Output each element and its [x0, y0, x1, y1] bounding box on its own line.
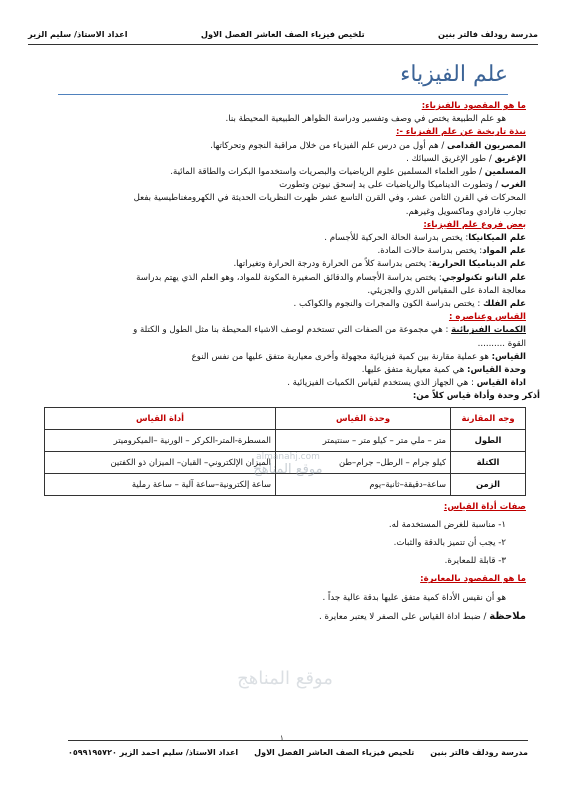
measurement-line: القوة ..........: [477, 338, 526, 349]
footer-subject: تلخيص فيزياء الصف العاشر الفصل الاول: [254, 747, 415, 757]
branch-label: علم النانو تكنولوجي: [441, 272, 526, 283]
table-cell: ساعة إلكترونية–ساعة آلية – ساعة رملية: [45, 473, 276, 495]
watermark-site: almanahj.com: [256, 452, 320, 462]
table-header-cell: وجه المقارنة: [451, 407, 526, 429]
branch-text: : يختص بدراسة حالات المادة.: [377, 246, 483, 257]
section-heading-calibration: ما هو المقصود بالمعايرة:: [420, 574, 526, 585]
page-footer: [68, 745, 528, 759]
history-line: [40, 140, 526, 153]
branch-line: معالجة المادة على المقياس الذري والجزيئي.: [367, 285, 526, 296]
history-label: الغرب: [500, 180, 526, 191]
footer-school: مدرسة رودلف فالتر بنين: [430, 747, 528, 757]
note-label: ملاحظة: [489, 610, 526, 622]
note-line: [40, 610, 526, 624]
history-text: / وتطورت الديناميكا والرياضيات على يد إسحق نيوتن وتطورت: [279, 180, 501, 191]
history-text: / طور العلماء المسلمين علوم الرياضيات والبصريات واستخدموا البكرات والطاقة المائية.: [170, 167, 485, 178]
measurement-label: اداة القياس: [476, 378, 526, 389]
history-text: / هم أول من درس علم الفيزياء من خلال مراقبة النجوم وتحركاتها.: [210, 140, 448, 151]
table-cell: كيلو جرام – الرطل– جرام–طن: [276, 451, 451, 473]
history-line: [40, 179, 526, 192]
header-subject: تلخيص فيزياء الصف العاشر الفصل الاول: [200, 29, 365, 39]
measurement-text: : هي الجهاز الذي يستخدم لقياس الكميات الفيزيائية .: [287, 378, 477, 389]
branch-label: علم الديناميكا الحرارية: [431, 259, 526, 270]
history-line: المحركات في القرن الثامن عشر، وفي القرن التاسع عشر ظهرت النظريات الحديثة في الكهرومغناطيسية بفعل: [133, 193, 526, 204]
table-cell: متر – ملي متر – كيلو متر – سنتيمتر: [276, 429, 451, 451]
page-number: ١: [280, 734, 284, 742]
section-heading-branches: بعض فروع علم الفيزياء:: [423, 219, 526, 230]
section-heading-definition: ما هو المقصود بالفيزياء:: [421, 101, 526, 111]
history-label: المسلمين: [484, 167, 526, 178]
page-title: علم الفيزياء: [400, 62, 508, 87]
measurement-label: القياس:: [491, 351, 526, 362]
calibration-text: هو أن نقيس الأداة كمية متفق عليها بدقة عالية جداً .: [322, 592, 506, 603]
measurement-text: : هي مجموعة من الصفات التي تستخدم لوصف الاشياء المحيطة بنا مثل الطول و الكتلة و: [133, 325, 452, 336]
branch-text: : يختص بدراسة الحالة الحركية للأجسام .: [324, 233, 469, 244]
header-rule: [28, 44, 538, 45]
watermark-text: موقع المناهج: [253, 462, 323, 477]
branch-label: علم الفلك: [483, 299, 526, 310]
table-cell: الميزان الإلكتروني– القبان– الميزان ذو الكفتين: [45, 451, 276, 473]
watermark-faint: [220, 668, 350, 708]
table-cell: المسطرة-المتر-الكركر – الورنية –الميكروميتر: [45, 429, 276, 451]
list-item: ١- مناسبة للغرض المستخدمة له.: [388, 519, 506, 530]
definition-text: هو علم الطبيعة يختص في وصف وتفسير ودراسة الظواهر الطبيعية المحيطة بنا.: [225, 114, 506, 125]
header-author: اعداد الاستاذ/ سليم الزير: [28, 29, 128, 39]
branch-label: علم الميكانيكا: [468, 233, 526, 244]
list-item: ٣- قابلة للمعايرة.: [444, 556, 506, 567]
title-rule: [58, 94, 508, 95]
table-header-cell: وحدة القياس: [276, 407, 451, 429]
branch-line: [40, 272, 526, 285]
measurement-line: [40, 364, 526, 377]
header-school: مدرسة رودلف فالتر بنين: [438, 29, 538, 39]
history-line: [40, 153, 526, 166]
table-row-header: الطول: [451, 429, 526, 451]
branch-line: [40, 258, 526, 271]
footer-rule: [68, 740, 528, 741]
document-body: [40, 100, 540, 624]
table-header-row: [45, 407, 526, 429]
section-heading-measurement: القياس وعناصره :: [448, 312, 526, 323]
history-line: [40, 166, 526, 179]
measurement-line: [40, 377, 526, 390]
history-label: المصريون القدامى: [447, 140, 526, 151]
branch-text: : يختص بدراسة الأجسام والدقائق الصغيرة المكونة للمواد، وهو العلم الذي يهتم بدراسة: [136, 272, 442, 283]
section-heading-instrument-traits: صفات أداة القياس:: [443, 501, 526, 512]
branch-line: [40, 298, 526, 311]
measurement-line: [40, 351, 526, 364]
watermark-logo: [218, 452, 358, 488]
section-heading-history: نبذة تاريخية عن علم الفيزياء -:: [395, 127, 526, 138]
measurement-line: [40, 324, 526, 337]
branch-line: [40, 245, 526, 258]
measurement-text: هو عملية مقارنة بين كمية فيزيائية مجهولة وأخرى معيارية متفق عليها من نفس النوع: [191, 351, 492, 362]
page-header: [28, 27, 538, 41]
table-row-header: الكتلة: [451, 451, 526, 473]
branch-line: [40, 232, 526, 245]
branch-text: : يختص بدراسة الكون والمجرات والنجوم والكواكب .: [293, 299, 484, 310]
note-text: / ضبط اداة القياس على الصفر لا يعتبر معايرة .: [318, 611, 490, 622]
branch-label: علم المواد: [482, 246, 526, 257]
table-row-header: الزمن: [451, 473, 526, 495]
footer-author: اعداد الاستاذ/ سليم احمد الزير ٠٥٩٩١٩٥٧٢٠: [68, 747, 239, 757]
table-cell: ساعة–دقيقة–ثانية–يوم: [276, 473, 451, 495]
table-row: [45, 429, 526, 451]
watermark-faint-text: موقع المناهج: [237, 668, 333, 689]
table-header-cell: أداة القياس: [45, 407, 276, 429]
history-text: / طور الإغريق السبائك .: [406, 153, 495, 164]
measurement-label: وحدة القياس:: [467, 365, 526, 376]
branch-text: : يختص بدراسة كلاً من الحرارة ودرجة الحرارة وتغيراتها.: [233, 259, 432, 270]
measurement-text: هي كمية معيارية متفق عليها.: [361, 365, 468, 376]
history-label: الإغريق: [494, 153, 526, 164]
measurement-label: الكميات الفيزيائية: [451, 325, 526, 336]
history-line: تجارب فارادي وماكسويل وغيرهم.: [405, 206, 526, 217]
table-caption: أذكر وحدة وأداة قياس كلاً من:: [412, 391, 540, 402]
list-item: ٢- يجب أن تتميز بالدقة والثبات.: [393, 538, 506, 549]
